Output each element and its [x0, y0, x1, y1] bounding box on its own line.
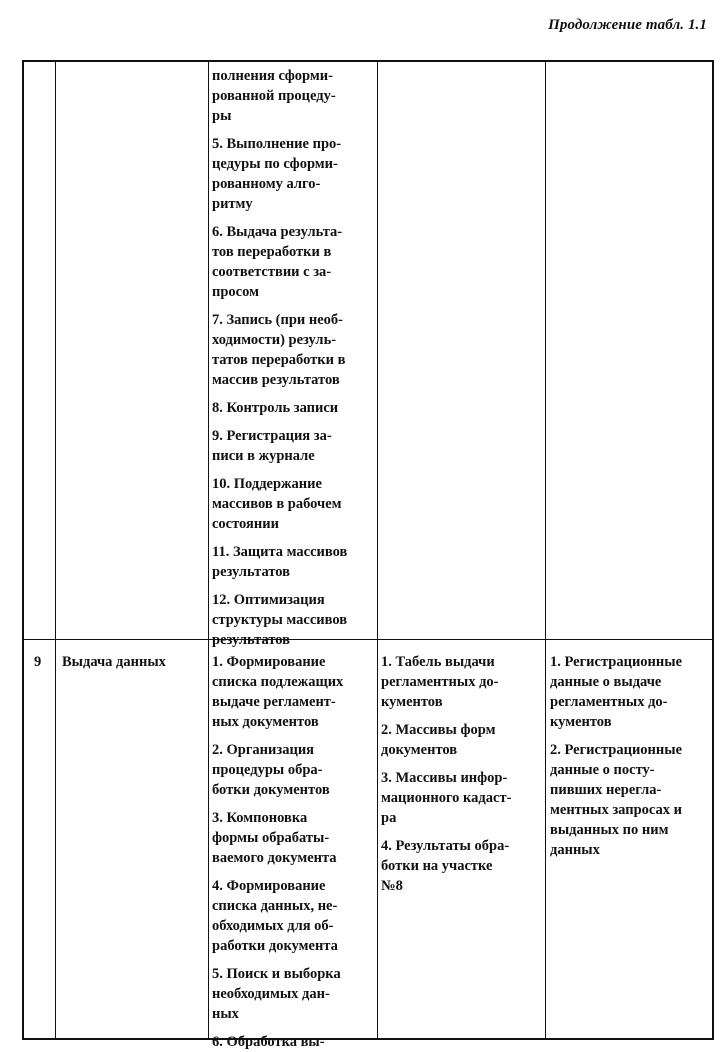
- list-item: 1. Формирование списка подлежащих выдаче регламент- ных документов: [212, 654, 344, 730]
- list-item: 4. Формирование списка данных, не- обходимых для об- работки документа: [212, 878, 338, 954]
- list-item: полнения сформи- рованной процеду- ры: [212, 68, 336, 124]
- row-9-col3: [212, 652, 375, 1052]
- list-item: 8. Контроль записи: [212, 400, 339, 416]
- table-caption: Продолжение табл. 1.1: [548, 17, 707, 33]
- list-item: 1. Регистрационные данные о выдаче регламентных до- кументов: [550, 654, 683, 730]
- row-9-col5: [550, 652, 712, 860]
- table-row-continued-col3: [212, 66, 375, 650]
- list-item: 10. Поддержание массивов в рабочем состоянии: [212, 476, 342, 532]
- list-item: 3. Компоновка формы обрабаты- ваемого документа: [212, 810, 337, 866]
- row-number: 9: [34, 654, 42, 670]
- row-9-col4: [381, 652, 543, 896]
- data-table: [22, 60, 714, 1050]
- list-item: 6. Обработка вы-: [212, 1034, 325, 1050]
- column-divider-3: [377, 62, 378, 1038]
- list-item: 3. Массивы инфор- мационного кадаст- ра: [381, 770, 512, 826]
- list-item: 4. Результаты обра- ботки на участке №8: [381, 838, 510, 894]
- list-item: 11. Защита массивов результатов: [212, 544, 348, 580]
- column-divider-4: [545, 62, 546, 1038]
- list-item: 5. Выполнение про- цедуры по сформи- рованному алго- ритму: [212, 136, 342, 212]
- row-name: Выдача данных: [62, 654, 166, 670]
- column-divider-2: [208, 62, 209, 1038]
- column-divider-1: [55, 62, 56, 1038]
- list-item: 2. Регистрационные данные о посту- пивших нерегла- ментных запросах и выданных по ним данных: [550, 742, 683, 858]
- list-item: 5. Поиск и выборка необходимых дан- ных: [212, 966, 341, 1022]
- list-item: 7. Запись (при необ- ходимости) резуль- татов переработки в массив результатов: [212, 312, 346, 388]
- list-item: 2. Массивы форм документов: [381, 722, 496, 758]
- list-item: 12. Оптимизация структуры массивов результатов: [212, 592, 348, 648]
- list-item: 6. Выдача результа- тов переработки в соответствии с за- просом: [212, 224, 343, 300]
- list-item: 2. Организация процедуры обра- ботки документов: [212, 742, 330, 798]
- list-item: 1. Табель выдачи регламентных до- кументов: [381, 654, 499, 710]
- list-item: 9. Регистрация за- писи в журнале: [212, 428, 332, 464]
